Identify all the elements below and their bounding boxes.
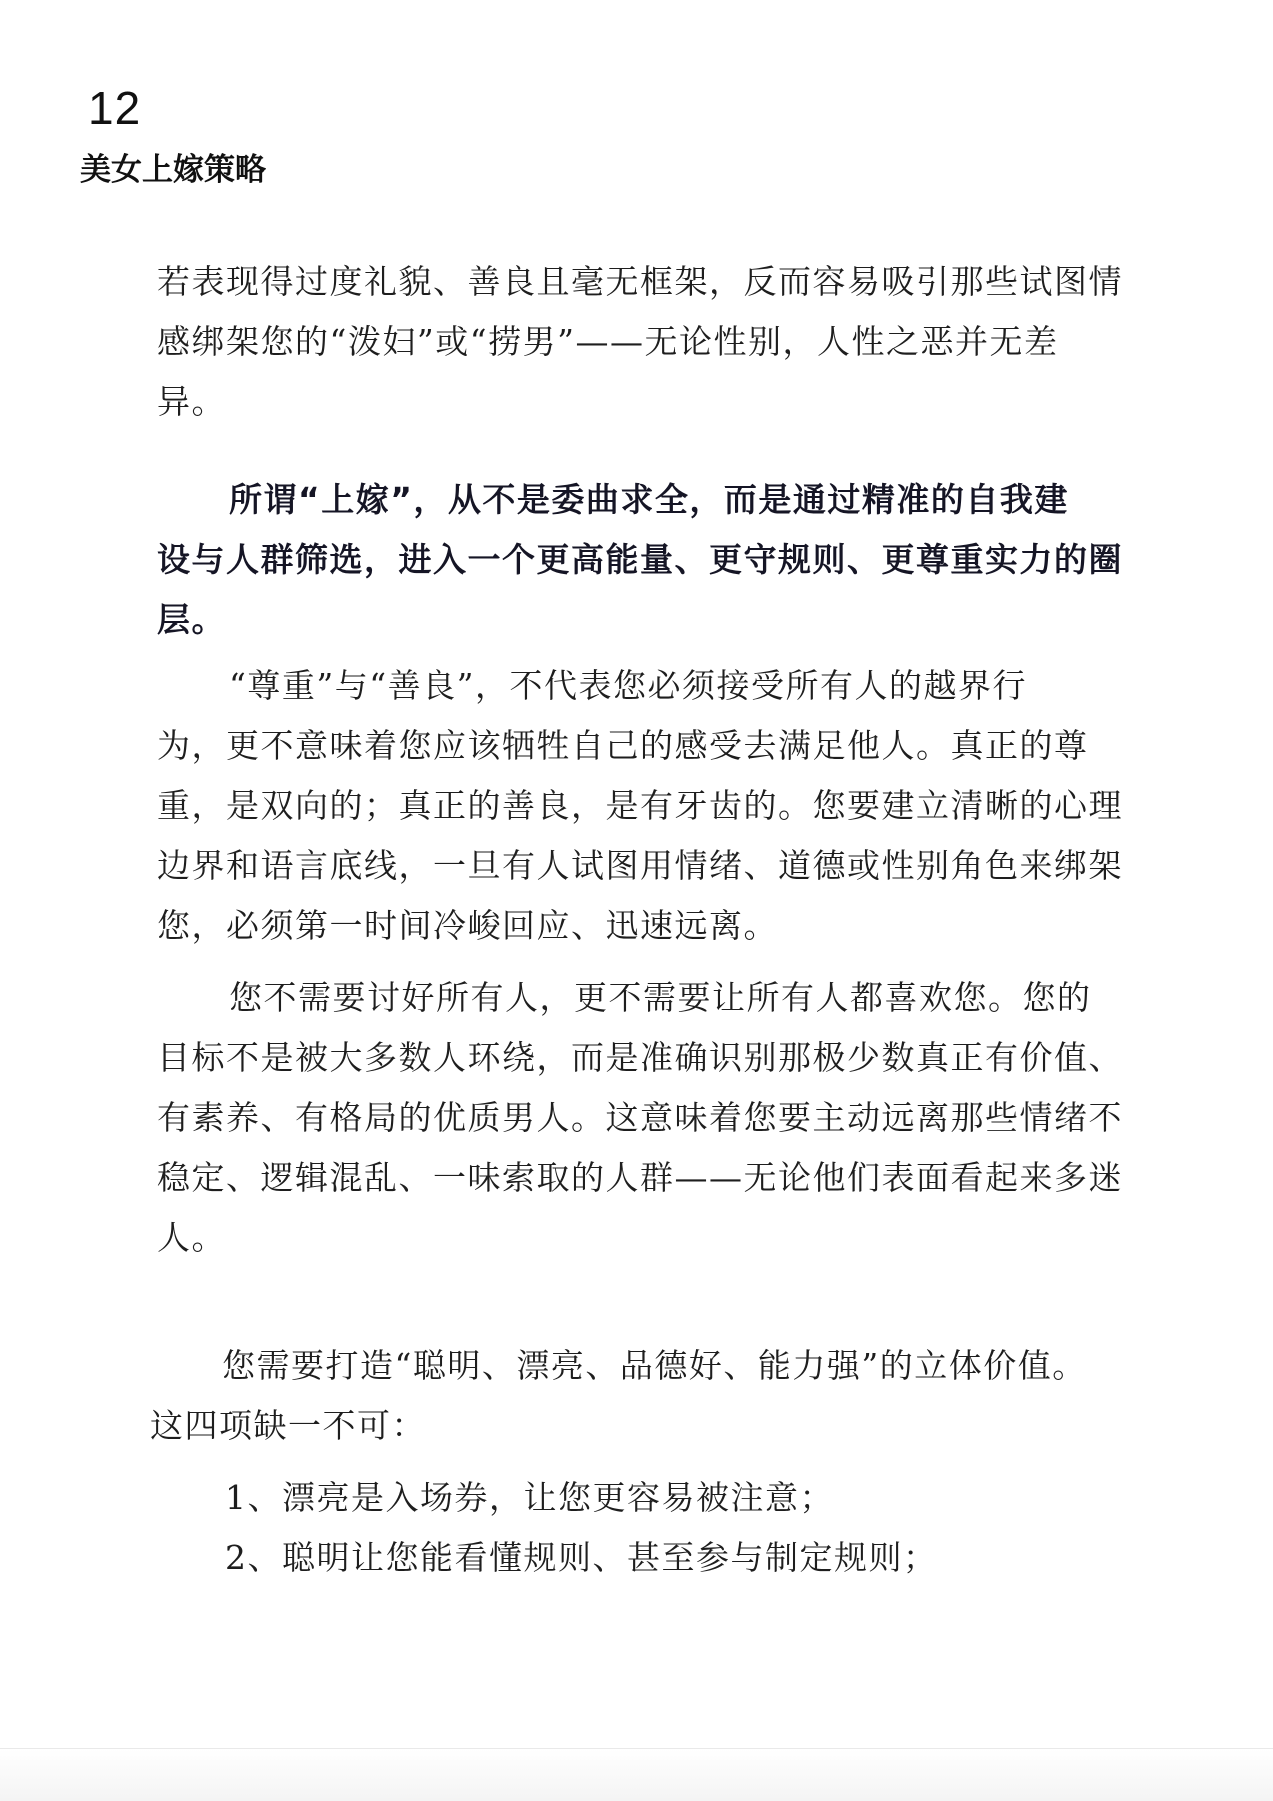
paragraph-line: 稳定、逻辑混乱、一味索取的人群——无论他们表面看起来多迷 <box>157 1158 1123 1197</box>
list-item: 2、聪明让您能看懂规则、甚至参与制定规则； <box>225 1538 938 1577</box>
paragraph-line: 若表现得过度礼貌、善良且毫无框架，反而容易吸引那些试图情 <box>157 262 1123 301</box>
paragraph-line: 层。 <box>157 600 226 639</box>
paragraph-2-emphasis <box>157 470 1157 650</box>
paragraph-line: 您，必须第一时间冷峻回应、迅速远离。 <box>157 906 778 945</box>
paragraph-line: 边界和语言底线，一旦有人试图用情绪、道德或性别角色来绑架 <box>157 846 1123 885</box>
paragraph-line: 设与人群筛选，进入一个更高能量、更守规则、更尊重实力的圈 <box>157 540 1123 579</box>
list-item: 1、漂亮是入场券，让您更容易被注意； <box>225 1478 834 1517</box>
page-number: 12 <box>88 82 142 134</box>
paragraph-line: 感绑架您的“泼妇”或“捞男”——无论性别，人性之恶并无差 <box>157 322 1059 361</box>
paragraph-5 <box>150 1336 1150 1456</box>
paragraph-line: 目标不是被大多数人环绕，而是准确识别那极少数真正有价值、 <box>157 1038 1123 1077</box>
paragraph-line: “尊重”与“善良”，不代表您必须接受所有人的越界行 <box>229 666 1027 705</box>
paragraph-line: 这四项缺一不可： <box>150 1406 426 1445</box>
paragraph-line: 您需要打造“聪明、漂亮、品德好、能力强”的立体价值。 <box>222 1346 1087 1385</box>
paragraph-line: 有素养、有格局的优质男人。这意味着您要主动远离那些情绪不 <box>157 1098 1123 1137</box>
paragraph-line: 人。 <box>157 1218 226 1257</box>
paragraph-line: 重，是双向的；真正的善良，是有牙齿的。您要建立清晰的心理 <box>157 786 1123 825</box>
paragraph-1 <box>157 252 1157 432</box>
paragraph-line: 异。 <box>157 382 226 421</box>
page-bottom-edge <box>0 1748 1273 1801</box>
paragraph-line: 为，更不意味着您应该牺牲自己的感受去满足他人。真正的尊 <box>157 726 1089 765</box>
paragraph-line: 您不需要讨好所有人，更不需要让所有人都喜欢您。您的 <box>229 978 1092 1017</box>
paragraph-line: 所谓“上嫁”，从不是委曲求全，而是通过精准的自我建 <box>229 480 1069 519</box>
paragraph-4 <box>157 968 1157 1268</box>
chapter-title: 美女上嫁策略 <box>80 152 266 188</box>
paragraph-3 <box>157 656 1157 956</box>
